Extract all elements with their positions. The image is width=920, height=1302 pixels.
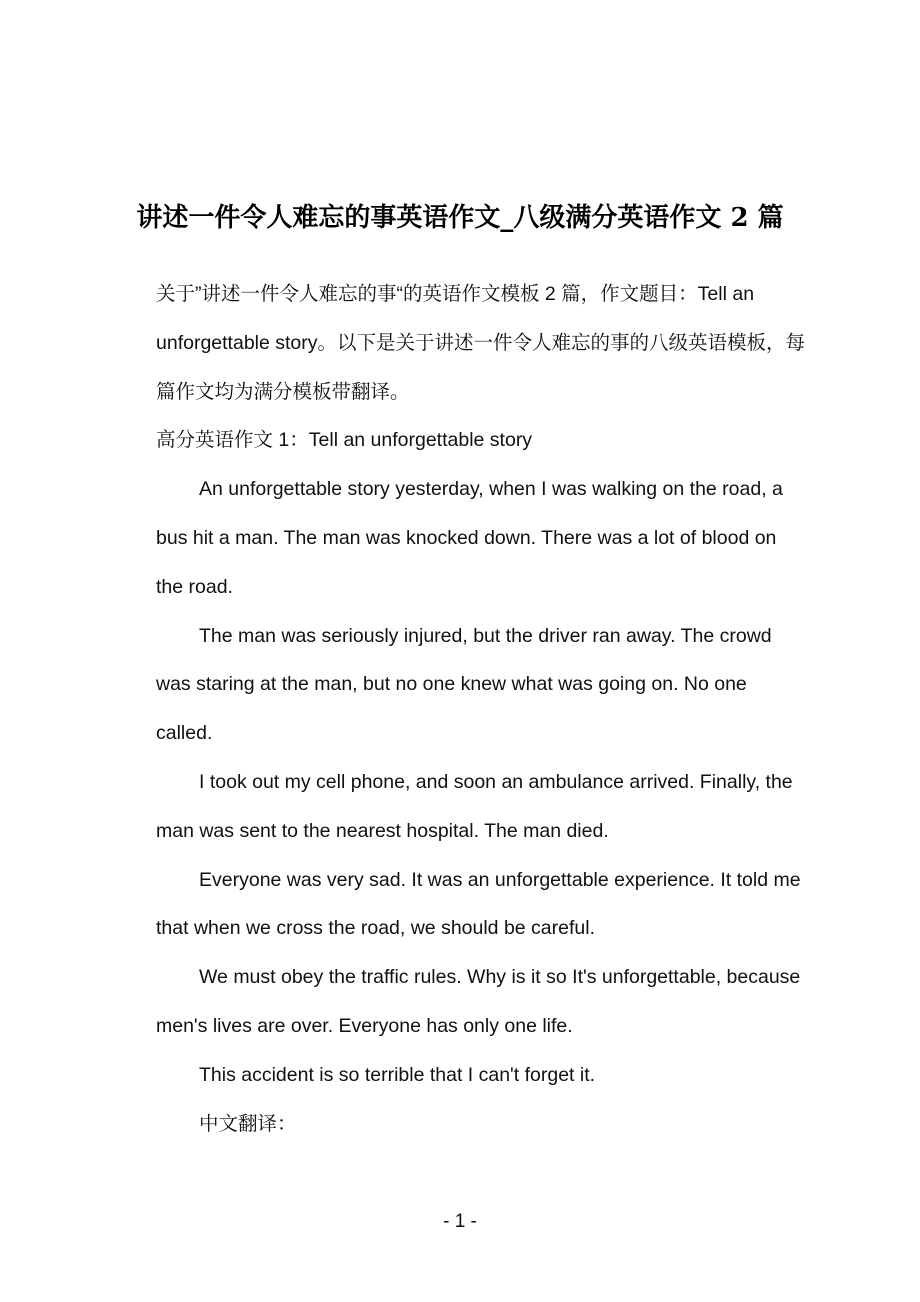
essay-paragraph-6: This accident is so terrible that I can't forget it. xyxy=(199,1063,596,1086)
document-body xyxy=(156,270,808,1148)
essay-paragraph-2: The man was seriously injured, but the driver ran away. The crowd was staring at the man, but no one knew what was going on. No one called. xyxy=(156,624,772,745)
essay-paragraph-4: Everyone was very sad. It was an unforgettable experience. It told me that when we cross the road, we should be careful. xyxy=(156,868,801,940)
essay-paragraph-5: We must obey the traffic rules. Why is it so It's unforgettable, because men's lives are over. Everyone has only one life. xyxy=(156,966,801,1037)
document-title: 讲述一件令人难忘的事英语作文_八级满分英语作文 2 篇 xyxy=(136,203,784,233)
essay-heading: 高分英语作文 1：Tell an unforgettable story xyxy=(156,429,533,452)
essay-paragraph-1: An unforgettable story yesterday, when I was walking on the road, a bus hit a man. The man was knocked down. There was a lot of blood on the road. xyxy=(156,478,783,598)
essay-paragraph-3: I took out my cell phone, and soon an ambulance arrived. Finally, the man was sent to the nearest hospital. The man died. xyxy=(156,770,793,842)
translation-heading: 中文翻译： xyxy=(199,1112,297,1135)
page-number: - 1 - xyxy=(443,1211,477,1232)
intro-paragraph: 关于”讲述一件令人难忘的事“的英语作文模板 2 篇，作文题目：Tell an unforgettable story。以下是关于讲述一件令人难忘的事的八级英语模板，每篇作文均为满分模板带翻译。 xyxy=(156,283,806,403)
